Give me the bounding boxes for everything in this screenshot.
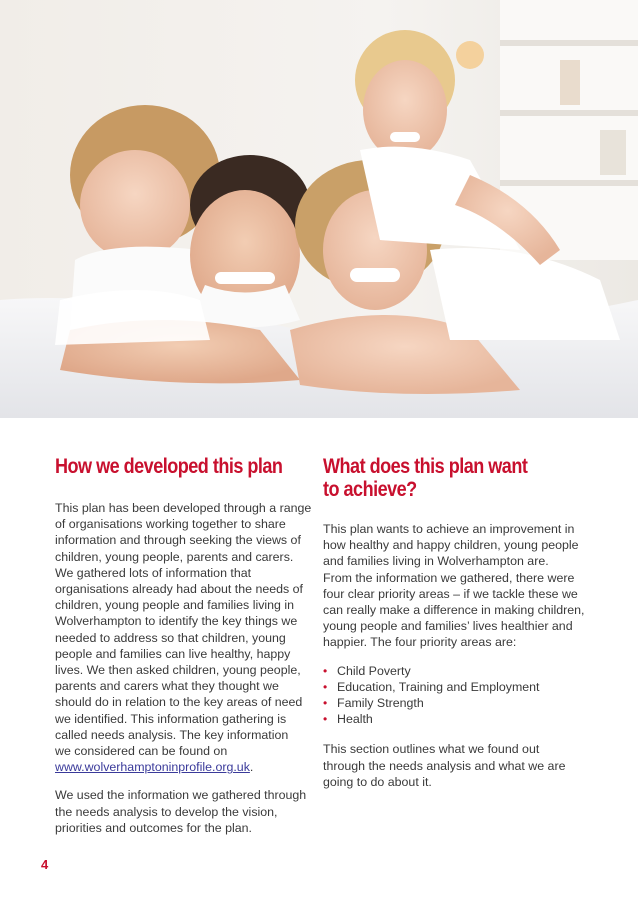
priority-item: • Child Poverty xyxy=(323,663,411,678)
wolverhampton-profile-link[interactable]: www.wolverhamptoninprofile.org.uk xyxy=(55,760,250,775)
heading-what-does-plan-achieve: What does this plan want to achieve? xyxy=(323,455,528,501)
family-photo-illustration xyxy=(0,0,638,418)
right-column xyxy=(323,455,595,802)
priority-item: • Education, Training and Employment xyxy=(323,679,540,694)
bullet-icon: • xyxy=(323,679,328,694)
left-paragraph-2: We used the information we gathered through the needs analysis to develop the vision, priorities and outcomes for the plan. xyxy=(55,788,307,835)
priority-item: • Family Strength xyxy=(323,696,424,711)
priority-item: • Health xyxy=(323,712,373,727)
heading-how-we-developed: How we developed this plan xyxy=(55,455,283,478)
left-column xyxy=(55,455,313,848)
right-paragraph-2: This section outlines what we found out through the needs analysis and what we are going to do about it. xyxy=(323,742,566,789)
bullet-icon: • xyxy=(323,712,328,727)
left-paragraph-1: This plan has been developed through a range of organisations working together to share information and through seeking the views of children, young people, parents and carers. We gathered lots of information that organisations already had about the needs of children, young people and families living in Wolverhampton to identify the key things we needed to address so that children, young people and families can live healthy, happy lives. We then asked children, young people, parents and carers what they thought we should do in relation to the key areas of need we identified. This information gathering is called needs analysis. The key information we considered can be found on www.wolverhamptoninprofile.org.uk. xyxy=(55,501,312,775)
bullet-icon: • xyxy=(323,696,328,711)
right-paragraph-1: This plan wants to achieve an improvement in how healthy and happy children, young people and families living in Wolverhampton are. From the information we gathered, there were four clear priority areas – if we tackle these we can really make a difference in making children, young people and families’ lives healthier and happier. The four priority areas are: xyxy=(323,522,585,650)
bullet-icon: • xyxy=(323,663,328,678)
family-photo xyxy=(0,0,638,418)
priority-list xyxy=(323,663,595,728)
page-number: 4 xyxy=(41,857,49,872)
